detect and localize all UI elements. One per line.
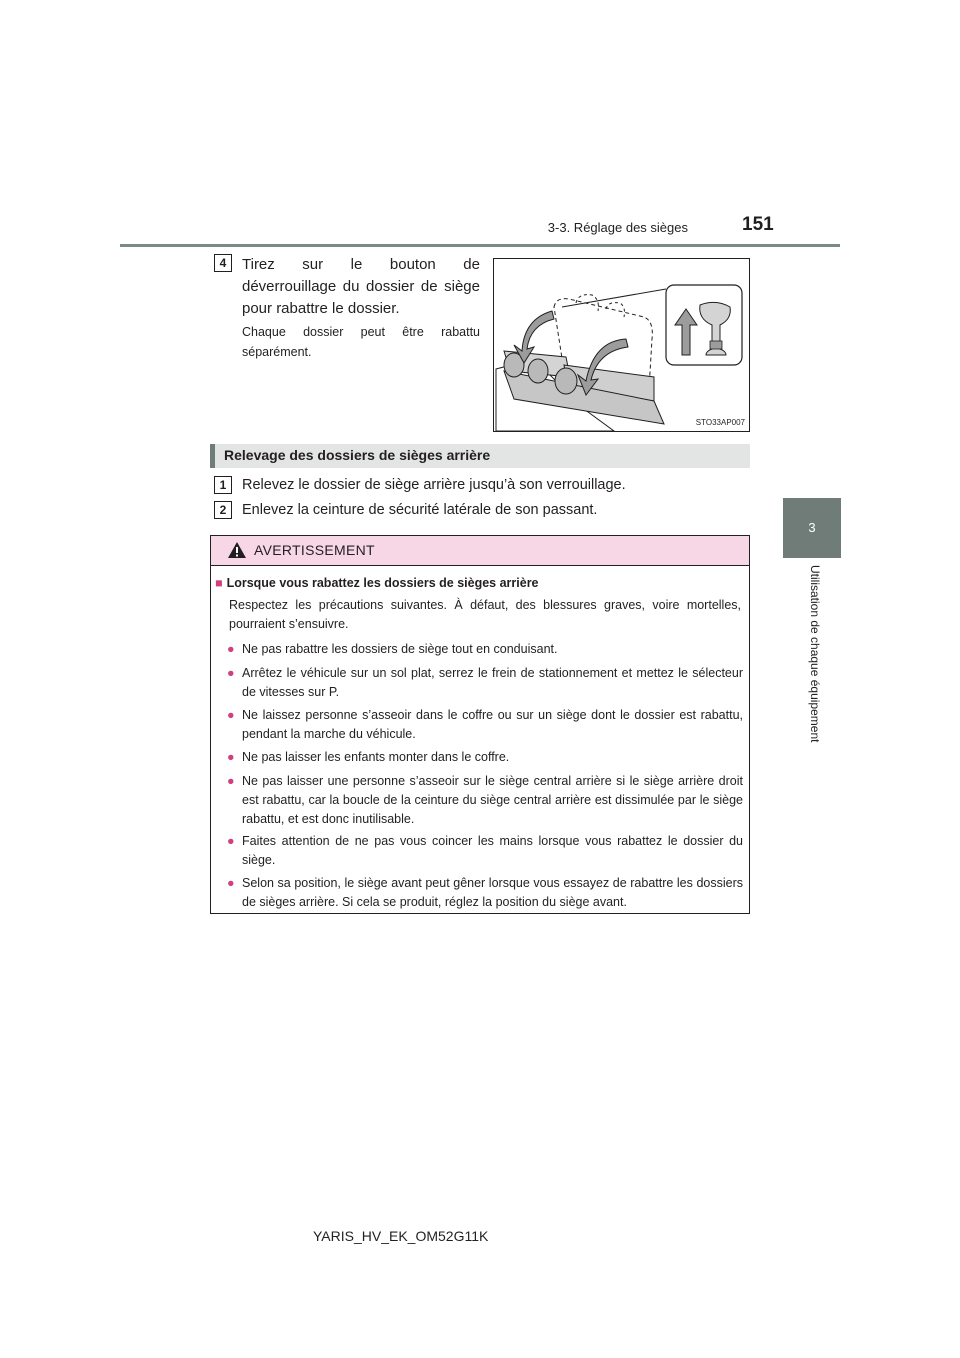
warning-bullet-text: Arrêtez le véhicule sur un sol plat, serrez le frein de stationnement et mettez le sélecteur de vitesses sur P. [242, 666, 743, 699]
header-rule [120, 244, 840, 247]
step-2-number: 2 [214, 501, 232, 519]
step-2-text: Enlevez la ceinture de sécurité latérale de son passant. [242, 502, 598, 518]
page-number: 151 [742, 214, 774, 235]
warning-bullet-text: Ne pas laisser les enfants monter dans le coffre. [242, 750, 510, 764]
warning-bullet [227, 640, 743, 659]
release-knob-base [710, 341, 722, 349]
seat-fold-drawing [494, 259, 749, 431]
section-heading: Relevage des dossiers de sièges arrière [224, 447, 491, 463]
warning-header [211, 536, 749, 566]
headrest-3 [555, 368, 577, 394]
headrest-2 [528, 359, 548, 383]
section-heading-bar [210, 444, 750, 468]
warning-bullet-text: Selon sa position, le siège avant peut gêner lorsque vous essayez de rabattre les dossiers de sièges arrière. Si cela se produit, réglez la position du siège avant. [242, 876, 743, 909]
warning-bullet [227, 664, 743, 702]
document-code: YARIS_HV_EK_OM52G11K [313, 1228, 489, 1244]
chapter-tab-label: Utilisation de chaque équipement [808, 565, 822, 743]
step-4-line-3: pour rabattre le dossier. [242, 300, 400, 317]
warning-bullet [227, 748, 743, 767]
warning-label: AVERTISSEMENT [254, 542, 375, 558]
warning-bullet [227, 832, 743, 870]
step-4-number: 4 [214, 254, 232, 272]
chapter-header: 3-3. Réglage des sièges [547, 220, 688, 235]
warning-bullet-text: Ne laissez personne s’asseoir dans le coffre ou sur un siège dont le dossier est rabattu, pendant la marche du véhicule. [242, 708, 743, 741]
step-4-note-line-1: Chaque dossier peut être rabattu [242, 325, 480, 339]
warning-bullet-text: Faites attention de ne pas vous coincer les mains lorsque vous rabattez le dossier du siège. [242, 834, 743, 867]
warning-bullet [227, 772, 743, 829]
step-4-line-1: Tirez sur le bouton de [242, 256, 480, 273]
warning-triangle-icon [227, 541, 247, 559]
bullet-dot-icon: ● [227, 666, 235, 680]
warning-title-text: Lorsque vous rabattez les dossiers de sièges arrière [226, 576, 539, 590]
bullet-dot-icon: ● [227, 750, 235, 764]
bullet-dot-icon: ● [227, 834, 235, 848]
warning-box [210, 535, 750, 914]
figure-code: STO33AP007 [695, 418, 745, 427]
warning-intro: Respectez les précautions suivantes. À défaut, des blessures graves, voire mortelles, pourraient s’ensuivre. [229, 598, 741, 631]
chapter-tab: 3 [783, 498, 841, 558]
warning-title [215, 574, 539, 593]
bullet-dot-icon: ● [227, 708, 235, 722]
section-heading-accent [210, 444, 215, 468]
step-4-instruction [242, 254, 480, 320]
warning-bullet [227, 874, 743, 912]
bullet-dot-icon: ● [227, 876, 235, 890]
warning-bullet-text: Ne pas rabattre les dossiers de siège tout en conduisant. [242, 642, 558, 656]
leader-line [562, 289, 666, 307]
bullet-dot-icon: ● [227, 642, 235, 656]
step-4-line-2: déverrouillage du dossier de siège [242, 278, 480, 295]
step-4-note [242, 322, 480, 362]
rear-seat-illustration [493, 258, 750, 432]
warning-bullet-text: Ne pas laisser une personne s’asseoir sur le siège central arrière si le siège arrière droit est rabattu, car la boucle de la ceinture du siège central arrière est dissimulée par le siège rabattu, et est donc inutilisable. [242, 774, 743, 826]
step-1-number: 1 [214, 476, 232, 494]
bullet-dot-icon: ● [227, 774, 235, 788]
warning-bullet [227, 706, 743, 744]
step-4-note-line-2: séparément. [242, 345, 312, 359]
step-1-text: Relevez le dossier de siège arrière jusqu’à son verrouillage. [242, 477, 626, 493]
square-bullet-icon: ■ [215, 576, 223, 590]
